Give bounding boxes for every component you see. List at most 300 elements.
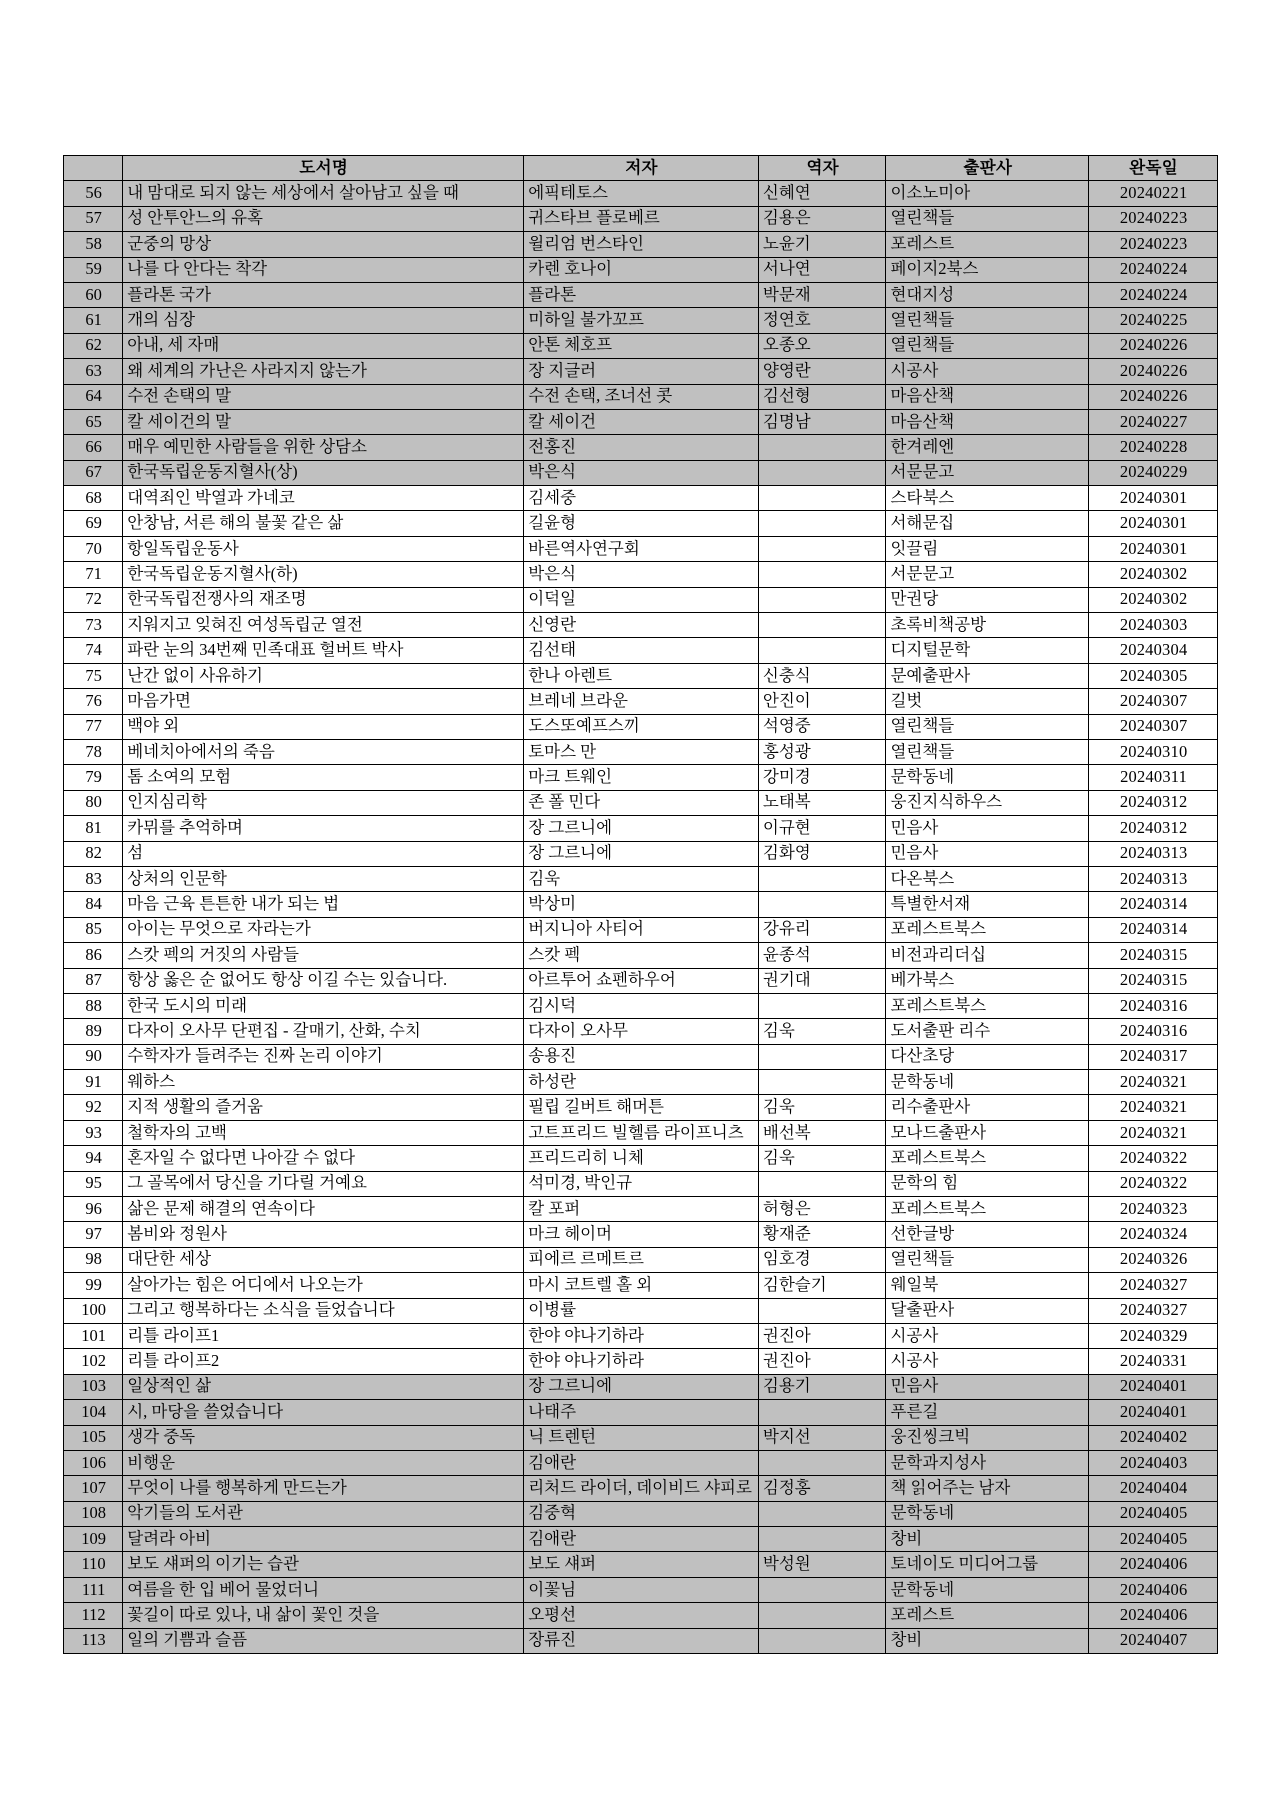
author-cell: 하성란 <box>524 1070 759 1095</box>
row-index-cell: 71 <box>64 562 123 587</box>
table-row <box>64 511 1218 536</box>
author-cell: 김중혁 <box>524 1501 759 1526</box>
row-index-cell: 65 <box>64 409 123 434</box>
translator-cell <box>758 1527 886 1552</box>
table-row <box>64 1019 1218 1044</box>
translator-cell <box>758 993 886 1018</box>
publisher-cell: 웨일북 <box>886 1273 1089 1298</box>
book-title-cell: 아이는 무엇으로 자라는가 <box>123 917 524 942</box>
translator-cell <box>758 511 886 536</box>
author-cell: 보도 섀퍼 <box>524 1552 759 1577</box>
publisher-cell: 포레스트북스 <box>886 993 1089 1018</box>
completion-date-cell: 20240321 <box>1089 1120 1218 1145</box>
publisher-cell: 문학동네 <box>886 1070 1089 1095</box>
book-title-cell: 인지심리학 <box>123 790 524 815</box>
completion-date-cell: 20240401 <box>1089 1400 1218 1425</box>
publisher-cell: 잇끌림 <box>886 536 1089 561</box>
author-cell: 마크 트웨인 <box>524 765 759 790</box>
translator-cell <box>758 1501 886 1526</box>
table-row <box>64 816 1218 841</box>
publisher-cell: 푸른길 <box>886 1400 1089 1425</box>
table-row <box>64 790 1218 815</box>
publisher-cell: 현대지성 <box>886 282 1089 307</box>
author-cell: 버지니아 사티어 <box>524 917 759 942</box>
publisher-cell: 만권당 <box>886 587 1089 612</box>
completion-date-cell: 20240322 <box>1089 1146 1218 1171</box>
author-cell: 이덕일 <box>524 587 759 612</box>
translator-cell: 김선형 <box>758 384 886 409</box>
translator-cell: 김정홍 <box>758 1476 886 1501</box>
author-cell: 김애란 <box>524 1450 759 1475</box>
row-index-cell: 68 <box>64 486 123 511</box>
table-row <box>64 1527 1218 1552</box>
row-index-cell: 61 <box>64 308 123 333</box>
completion-date-cell: 20240313 <box>1089 841 1218 866</box>
completion-date-cell: 20240302 <box>1089 562 1218 587</box>
completion-date-cell: 20240313 <box>1089 866 1218 891</box>
book-title-cell: 달려라 아비 <box>123 1527 524 1552</box>
book-title-cell: 리틀 라이프2 <box>123 1349 524 1374</box>
book-title-cell: 대단한 세상 <box>123 1247 524 1272</box>
translator-cell: 서나연 <box>758 257 886 282</box>
row-index-cell: 83 <box>64 866 123 891</box>
translator-cell: 양영란 <box>758 359 886 384</box>
row-index-cell: 62 <box>64 333 123 358</box>
translator-cell <box>758 460 886 485</box>
row-index-cell: 113 <box>64 1628 123 1653</box>
column-header-date: 완독일 <box>1089 156 1218 181</box>
column-header-publisher: 출판사 <box>886 156 1089 181</box>
author-cell: 이꽃님 <box>524 1577 759 1602</box>
table-row <box>64 1273 1218 1298</box>
publisher-cell: 웅진씽크빅 <box>886 1425 1089 1450</box>
table-row <box>64 409 1218 434</box>
translator-cell: 김용은 <box>758 206 886 231</box>
completion-date-cell: 20240226 <box>1089 359 1218 384</box>
table-row <box>64 1070 1218 1095</box>
publisher-cell: 길벗 <box>886 689 1089 714</box>
row-index-cell: 59 <box>64 257 123 282</box>
publisher-cell: 열린책들 <box>886 714 1089 739</box>
table-row <box>64 1603 1218 1628</box>
completion-date-cell: 20240301 <box>1089 511 1218 536</box>
row-index-cell: 108 <box>64 1501 123 1526</box>
author-cell: 나태주 <box>524 1400 759 1425</box>
completion-date-cell: 20240316 <box>1089 993 1218 1018</box>
publisher-cell: 민음사 <box>886 816 1089 841</box>
table-row <box>64 486 1218 511</box>
author-cell: 한나 아렌트 <box>524 663 759 688</box>
publisher-cell: 모나드출판사 <box>886 1120 1089 1145</box>
table-row <box>64 714 1218 739</box>
book-title-cell: 한국독립운동지혈사(하) <box>123 562 524 587</box>
completion-date-cell: 20240223 <box>1089 232 1218 257</box>
translator-cell: 김용기 <box>758 1374 886 1399</box>
row-index-cell: 88 <box>64 993 123 1018</box>
book-title-cell: 지적 생활의 즐거움 <box>123 1095 524 1120</box>
table-row <box>64 587 1218 612</box>
book-title-cell: 한국독립운동지혈사(상) <box>123 460 524 485</box>
author-cell: 도스또예프스끼 <box>524 714 759 739</box>
row-index-cell: 86 <box>64 943 123 968</box>
translator-cell: 박지선 <box>758 1425 886 1450</box>
table-row <box>64 1349 1218 1374</box>
row-index-cell: 81 <box>64 816 123 841</box>
table-row <box>64 435 1218 460</box>
completion-date-cell: 20240406 <box>1089 1603 1218 1628</box>
table-row <box>64 1577 1218 1602</box>
book-title-cell: 시, 마당을 쓸었습니다 <box>123 1400 524 1425</box>
translator-cell: 신혜연 <box>758 181 886 206</box>
column-header-translator: 역자 <box>758 156 886 181</box>
book-title-cell: 칼 세이건의 말 <box>123 409 524 434</box>
book-title-cell: 수전 손택의 말 <box>123 384 524 409</box>
row-index-cell: 102 <box>64 1349 123 1374</box>
translator-cell <box>758 1450 886 1475</box>
table-row <box>64 1501 1218 1526</box>
completion-date-cell: 20240223 <box>1089 206 1218 231</box>
publisher-cell: 시공사 <box>886 1349 1089 1374</box>
table-row <box>64 943 1218 968</box>
translator-cell: 박문재 <box>758 282 886 307</box>
translator-cell: 김욱 <box>758 1095 886 1120</box>
publisher-cell: 비전과리더십 <box>886 943 1089 968</box>
translator-cell: 황재준 <box>758 1222 886 1247</box>
completion-date-cell: 20240302 <box>1089 587 1218 612</box>
table-row <box>64 892 1218 917</box>
column-header-index <box>64 156 123 181</box>
completion-date-cell: 20240226 <box>1089 333 1218 358</box>
publisher-cell: 웅진지식하우스 <box>886 790 1089 815</box>
table-row <box>64 1044 1218 1069</box>
publisher-cell: 열린책들 <box>886 206 1089 231</box>
completion-date-cell: 20240303 <box>1089 613 1218 638</box>
row-index-cell: 98 <box>64 1247 123 1272</box>
translator-cell: 안진이 <box>758 689 886 714</box>
completion-date-cell: 20240225 <box>1089 308 1218 333</box>
row-index-cell: 60 <box>64 282 123 307</box>
table-row <box>64 1120 1218 1145</box>
book-title-cell: 난간 없이 사유하기 <box>123 663 524 688</box>
row-index-cell: 76 <box>64 689 123 714</box>
table-row <box>64 308 1218 333</box>
book-title-cell: 성 안투안느의 유혹 <box>123 206 524 231</box>
book-title-cell: 리틀 라이프1 <box>123 1323 524 1348</box>
completion-date-cell: 20240314 <box>1089 917 1218 942</box>
publisher-cell: 마음산책 <box>886 409 1089 434</box>
author-cell: 이병률 <box>524 1298 759 1323</box>
author-cell: 칼 세이건 <box>524 409 759 434</box>
book-title-cell: 여름을 한 입 베어 물었더니 <box>123 1577 524 1602</box>
table-row <box>64 1171 1218 1196</box>
translator-cell <box>758 892 886 917</box>
book-title-cell: 파란 눈의 34번째 민족대표 헐버트 박사 <box>123 638 524 663</box>
completion-date-cell: 20240307 <box>1089 714 1218 739</box>
row-index-cell: 107 <box>64 1476 123 1501</box>
table-row <box>64 1374 1218 1399</box>
author-cell: 김선태 <box>524 638 759 663</box>
book-title-cell: 삶은 문제 해결의 연속이다 <box>123 1197 524 1222</box>
book-title-cell: 봄비와 정원사 <box>123 1222 524 1247</box>
completion-date-cell: 20240317 <box>1089 1044 1218 1069</box>
completion-date-cell: 20240403 <box>1089 1450 1218 1475</box>
table-row <box>64 1197 1218 1222</box>
translator-cell: 박성원 <box>758 1552 886 1577</box>
book-title-cell: 그 골목에서 당신을 기다릴 거예요 <box>123 1171 524 1196</box>
book-title-cell: 꽃길이 따로 있나, 내 삶이 꽃인 것을 <box>123 1603 524 1628</box>
table-row <box>64 1450 1218 1475</box>
book-title-cell: 다자이 오사무 단편집 - 갈매기, 산화, 수치 <box>123 1019 524 1044</box>
completion-date-cell: 20240301 <box>1089 486 1218 511</box>
book-title-cell: 보도 섀퍼의 이기는 습관 <box>123 1552 524 1577</box>
row-index-cell: 91 <box>64 1070 123 1095</box>
publisher-cell: 서해문집 <box>886 511 1089 536</box>
author-cell: 귀스타브 플로베르 <box>524 206 759 231</box>
author-cell: 고트프리드 빌헬름 라이프니츠 <box>524 1120 759 1145</box>
author-cell: 브레네 브라운 <box>524 689 759 714</box>
row-index-cell: 56 <box>64 181 123 206</box>
author-cell: 존 폴 민다 <box>524 790 759 815</box>
table-header <box>64 156 1218 181</box>
table-row <box>64 333 1218 358</box>
publisher-cell: 문학동네 <box>886 1501 1089 1526</box>
book-title-cell: 아내, 세 자매 <box>123 333 524 358</box>
author-cell: 장 그르니에 <box>524 1374 759 1399</box>
translator-cell <box>758 435 886 460</box>
table-row <box>64 1095 1218 1120</box>
column-header-author: 저자 <box>524 156 759 181</box>
completion-date-cell: 20240323 <box>1089 1197 1218 1222</box>
completion-date-cell: 20240405 <box>1089 1527 1218 1552</box>
publisher-cell: 선한글방 <box>886 1222 1089 1247</box>
book-title-cell: 한국 도시의 미래 <box>123 993 524 1018</box>
table-row <box>64 841 1218 866</box>
row-index-cell: 66 <box>64 435 123 460</box>
book-title-cell: 매우 예민한 사람들을 위한 상담소 <box>123 435 524 460</box>
author-cell: 김세중 <box>524 486 759 511</box>
author-cell: 마시 코트렐 홀 외 <box>524 1273 759 1298</box>
author-cell: 안톤 체호프 <box>524 333 759 358</box>
translator-cell: 석영중 <box>758 714 886 739</box>
book-title-cell: 웨하스 <box>123 1070 524 1095</box>
row-index-cell: 75 <box>64 663 123 688</box>
publisher-cell: 스타북스 <box>886 486 1089 511</box>
row-index-cell: 95 <box>64 1171 123 1196</box>
translator-cell: 김화영 <box>758 841 886 866</box>
table-row <box>64 968 1218 993</box>
book-title-cell: 살아가는 힘은 어디에서 나오는가 <box>123 1273 524 1298</box>
book-title-cell: 왜 세계의 가난은 사라지지 않는가 <box>123 359 524 384</box>
publisher-cell: 초록비책공방 <box>886 613 1089 638</box>
completion-date-cell: 20240322 <box>1089 1171 1218 1196</box>
completion-date-cell: 20240321 <box>1089 1070 1218 1095</box>
translator-cell <box>758 866 886 891</box>
publisher-cell: 포레스트 <box>886 1603 1089 1628</box>
translator-cell <box>758 587 886 612</box>
row-index-cell: 72 <box>64 587 123 612</box>
translator-cell: 정연호 <box>758 308 886 333</box>
completion-date-cell: 20240321 <box>1089 1095 1218 1120</box>
completion-date-cell: 20240312 <box>1089 790 1218 815</box>
translator-cell <box>758 1400 886 1425</box>
translator-cell <box>758 536 886 561</box>
book-title-cell: 무엇이 나를 행복하게 만드는가 <box>123 1476 524 1501</box>
publisher-cell: 이소노미아 <box>886 181 1089 206</box>
author-cell: 리처드 라이더, 데이비드 샤피로 <box>524 1476 759 1501</box>
table-row <box>64 739 1218 764</box>
book-title-cell: 혼자일 수 없다면 나아갈 수 없다 <box>123 1146 524 1171</box>
publisher-cell: 문학동네 <box>886 765 1089 790</box>
book-title-cell: 수학자가 들려주는 진짜 논리 이야기 <box>123 1044 524 1069</box>
book-title-cell: 항일독립운동사 <box>123 536 524 561</box>
row-index-cell: 110 <box>64 1552 123 1577</box>
row-index-cell: 70 <box>64 536 123 561</box>
row-index-cell: 78 <box>64 739 123 764</box>
table-row <box>64 460 1218 485</box>
publisher-cell: 포레스트북스 <box>886 1146 1089 1171</box>
table-row <box>64 536 1218 561</box>
publisher-cell: 도서출판 리수 <box>886 1019 1089 1044</box>
publisher-cell: 포레스트 <box>886 232 1089 257</box>
row-index-cell: 90 <box>64 1044 123 1069</box>
publisher-cell: 디지털문학 <box>886 638 1089 663</box>
completion-date-cell: 20240324 <box>1089 1222 1218 1247</box>
author-cell: 김욱 <box>524 866 759 891</box>
row-index-cell: 103 <box>64 1374 123 1399</box>
book-title-cell: 섬 <box>123 841 524 866</box>
row-index-cell: 82 <box>64 841 123 866</box>
row-index-cell: 111 <box>64 1577 123 1602</box>
completion-date-cell: 20240402 <box>1089 1425 1218 1450</box>
translator-cell: 배선복 <box>758 1120 886 1145</box>
publisher-cell: 문예출판사 <box>886 663 1089 688</box>
author-cell: 오평선 <box>524 1603 759 1628</box>
author-cell: 윌리엄 번스타인 <box>524 232 759 257</box>
publisher-cell: 열린책들 <box>886 739 1089 764</box>
translator-cell: 오종오 <box>758 333 886 358</box>
translator-cell: 김욱 <box>758 1146 886 1171</box>
completion-date-cell: 20240305 <box>1089 663 1218 688</box>
translator-cell: 권진아 <box>758 1323 886 1348</box>
translator-cell: 김욱 <box>758 1019 886 1044</box>
translator-cell <box>758 486 886 511</box>
column-header-title: 도서명 <box>123 156 524 181</box>
table-row <box>64 1222 1218 1247</box>
author-cell: 칼 포퍼 <box>524 1197 759 1222</box>
completion-date-cell: 20240407 <box>1089 1628 1218 1653</box>
table-row <box>64 765 1218 790</box>
book-title-cell: 스캇 펙의 거짓의 사람들 <box>123 943 524 968</box>
publisher-cell: 문학과지성사 <box>886 1450 1089 1475</box>
publisher-cell: 창비 <box>886 1628 1089 1653</box>
completion-date-cell: 20240304 <box>1089 638 1218 663</box>
author-cell: 필립 길버트 해머튼 <box>524 1095 759 1120</box>
completion-date-cell: 20240312 <box>1089 816 1218 841</box>
book-title-cell: 상처의 인문학 <box>123 866 524 891</box>
table-row <box>64 282 1218 307</box>
author-cell: 박은식 <box>524 460 759 485</box>
completion-date-cell: 20240229 <box>1089 460 1218 485</box>
author-cell: 마크 헤이머 <box>524 1222 759 1247</box>
book-title-cell: 내 맘대로 되지 않는 세상에서 살아남고 싶을 때 <box>123 181 524 206</box>
publisher-cell: 다산초당 <box>886 1044 1089 1069</box>
table-row <box>64 1476 1218 1501</box>
table-row <box>64 1247 1218 1272</box>
author-cell: 길윤형 <box>524 511 759 536</box>
publisher-cell: 문학동네 <box>886 1577 1089 1602</box>
table-row <box>64 1323 1218 1348</box>
author-cell: 장 그르니에 <box>524 841 759 866</box>
table-row <box>64 1146 1218 1171</box>
author-cell: 한야 야나기하라 <box>524 1323 759 1348</box>
completion-date-cell: 20240227 <box>1089 409 1218 434</box>
completion-date-cell: 20240329 <box>1089 1323 1218 1348</box>
translator-cell: 이규현 <box>758 816 886 841</box>
translator-cell <box>758 562 886 587</box>
author-cell: 송용진 <box>524 1044 759 1069</box>
publisher-cell: 열린책들 <box>886 333 1089 358</box>
completion-date-cell: 20240311 <box>1089 765 1218 790</box>
publisher-cell: 베가북스 <box>886 968 1089 993</box>
translator-cell: 강유리 <box>758 917 886 942</box>
book-reading-log-table <box>63 155 1218 1654</box>
author-cell: 토마스 만 <box>524 739 759 764</box>
publisher-cell: 서문문고 <box>886 562 1089 587</box>
row-index-cell: 99 <box>64 1273 123 1298</box>
publisher-cell: 시공사 <box>886 1323 1089 1348</box>
publisher-cell: 창비 <box>886 1527 1089 1552</box>
book-title-cell: 그리고 행복하다는 소식을 들었습니다 <box>123 1298 524 1323</box>
publisher-cell: 열린책들 <box>886 1247 1089 1272</box>
row-index-cell: 87 <box>64 968 123 993</box>
row-index-cell: 104 <box>64 1400 123 1425</box>
row-index-cell: 89 <box>64 1019 123 1044</box>
author-cell: 김시덕 <box>524 993 759 1018</box>
header-row <box>64 156 1218 181</box>
book-title-cell: 항상 옳은 순 없어도 항상 이길 수는 있습니다. <box>123 968 524 993</box>
table-row <box>64 1552 1218 1577</box>
publisher-cell: 서문문고 <box>886 460 1089 485</box>
completion-date-cell: 20240315 <box>1089 968 1218 993</box>
author-cell: 아르투어 쇼펜하우어 <box>524 968 759 993</box>
row-index-cell: 80 <box>64 790 123 815</box>
book-title-cell: 지워지고 잊혀진 여성독립군 열전 <box>123 613 524 638</box>
completion-date-cell: 20240326 <box>1089 1247 1218 1272</box>
table-row <box>64 613 1218 638</box>
table-row <box>64 206 1218 231</box>
translator-cell <box>758 1298 886 1323</box>
book-title-cell: 안창남, 서른 해의 불꽃 같은 삶 <box>123 511 524 536</box>
author-cell: 장류진 <box>524 1628 759 1653</box>
row-index-cell: 106 <box>64 1450 123 1475</box>
completion-date-cell: 20240221 <box>1089 181 1218 206</box>
author-cell: 석미경, 박인규 <box>524 1171 759 1196</box>
translator-cell: 강미경 <box>758 765 886 790</box>
publisher-cell: 포레스트북스 <box>886 1197 1089 1222</box>
publisher-cell: 토네이도 미디어그룹 <box>886 1552 1089 1577</box>
table-row <box>64 993 1218 1018</box>
table-row <box>64 663 1218 688</box>
translator-cell: 노태복 <box>758 790 886 815</box>
table-row <box>64 1628 1218 1653</box>
translator-cell: 김한슬기 <box>758 1273 886 1298</box>
author-cell: 장 지글러 <box>524 359 759 384</box>
book-title-cell: 마음 근육 튼튼한 내가 되는 법 <box>123 892 524 917</box>
author-cell: 전홍진 <box>524 435 759 460</box>
publisher-cell: 문학의 힘 <box>886 1171 1089 1196</box>
row-index-cell: 96 <box>64 1197 123 1222</box>
table-row <box>64 359 1218 384</box>
